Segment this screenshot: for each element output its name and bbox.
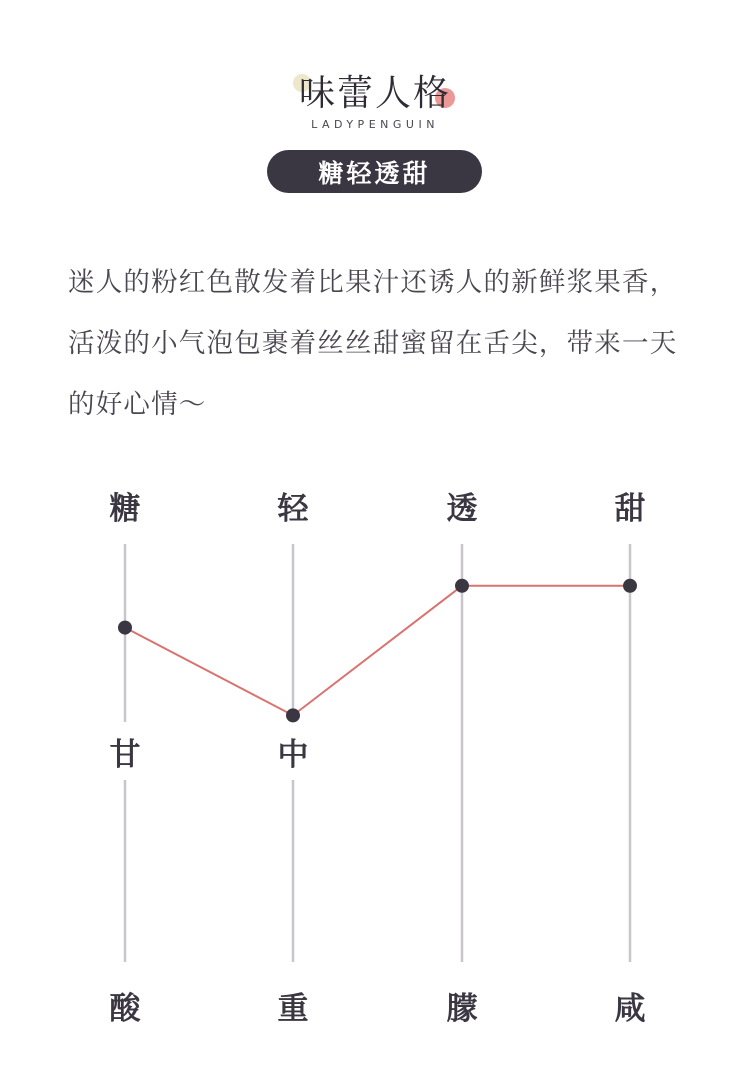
flavor-description: 迷人的粉红色散发着比果汁还诱人的新鲜浆果香，活泼的小气泡包裹着丝丝甜蜜留在舌尖，带来一天的好心情～	[68, 267, 678, 420]
axis-bottom-label-3: 咸	[614, 991, 646, 1027]
axis-top-label-0: 糖	[109, 491, 141, 527]
logo-subtitle: LADYPENGUIN	[311, 118, 439, 131]
axis-mid-label-0: 甘	[109, 737, 141, 773]
data-point-0	[118, 621, 132, 635]
axis-top-label-3: 甜	[614, 491, 646, 527]
axis-top-label-2: 透	[446, 491, 478, 527]
data-point-2	[455, 579, 469, 593]
axis-top-label-1: 轻	[277, 491, 309, 527]
axis-bottom-label-0: 酸	[109, 991, 141, 1027]
axis-mid-label-1: 中	[277, 737, 309, 773]
logo-title: 味蕾人格	[298, 73, 451, 114]
axis-bottom-label-2: 朦	[446, 991, 478, 1027]
flavor-title-pill: 糖轻透甜	[267, 150, 482, 193]
data-point-1	[286, 708, 300, 722]
axis-bottom-label-1: 重	[277, 991, 309, 1027]
flavor-profile-line	[125, 586, 630, 716]
data-point-3	[623, 579, 637, 593]
